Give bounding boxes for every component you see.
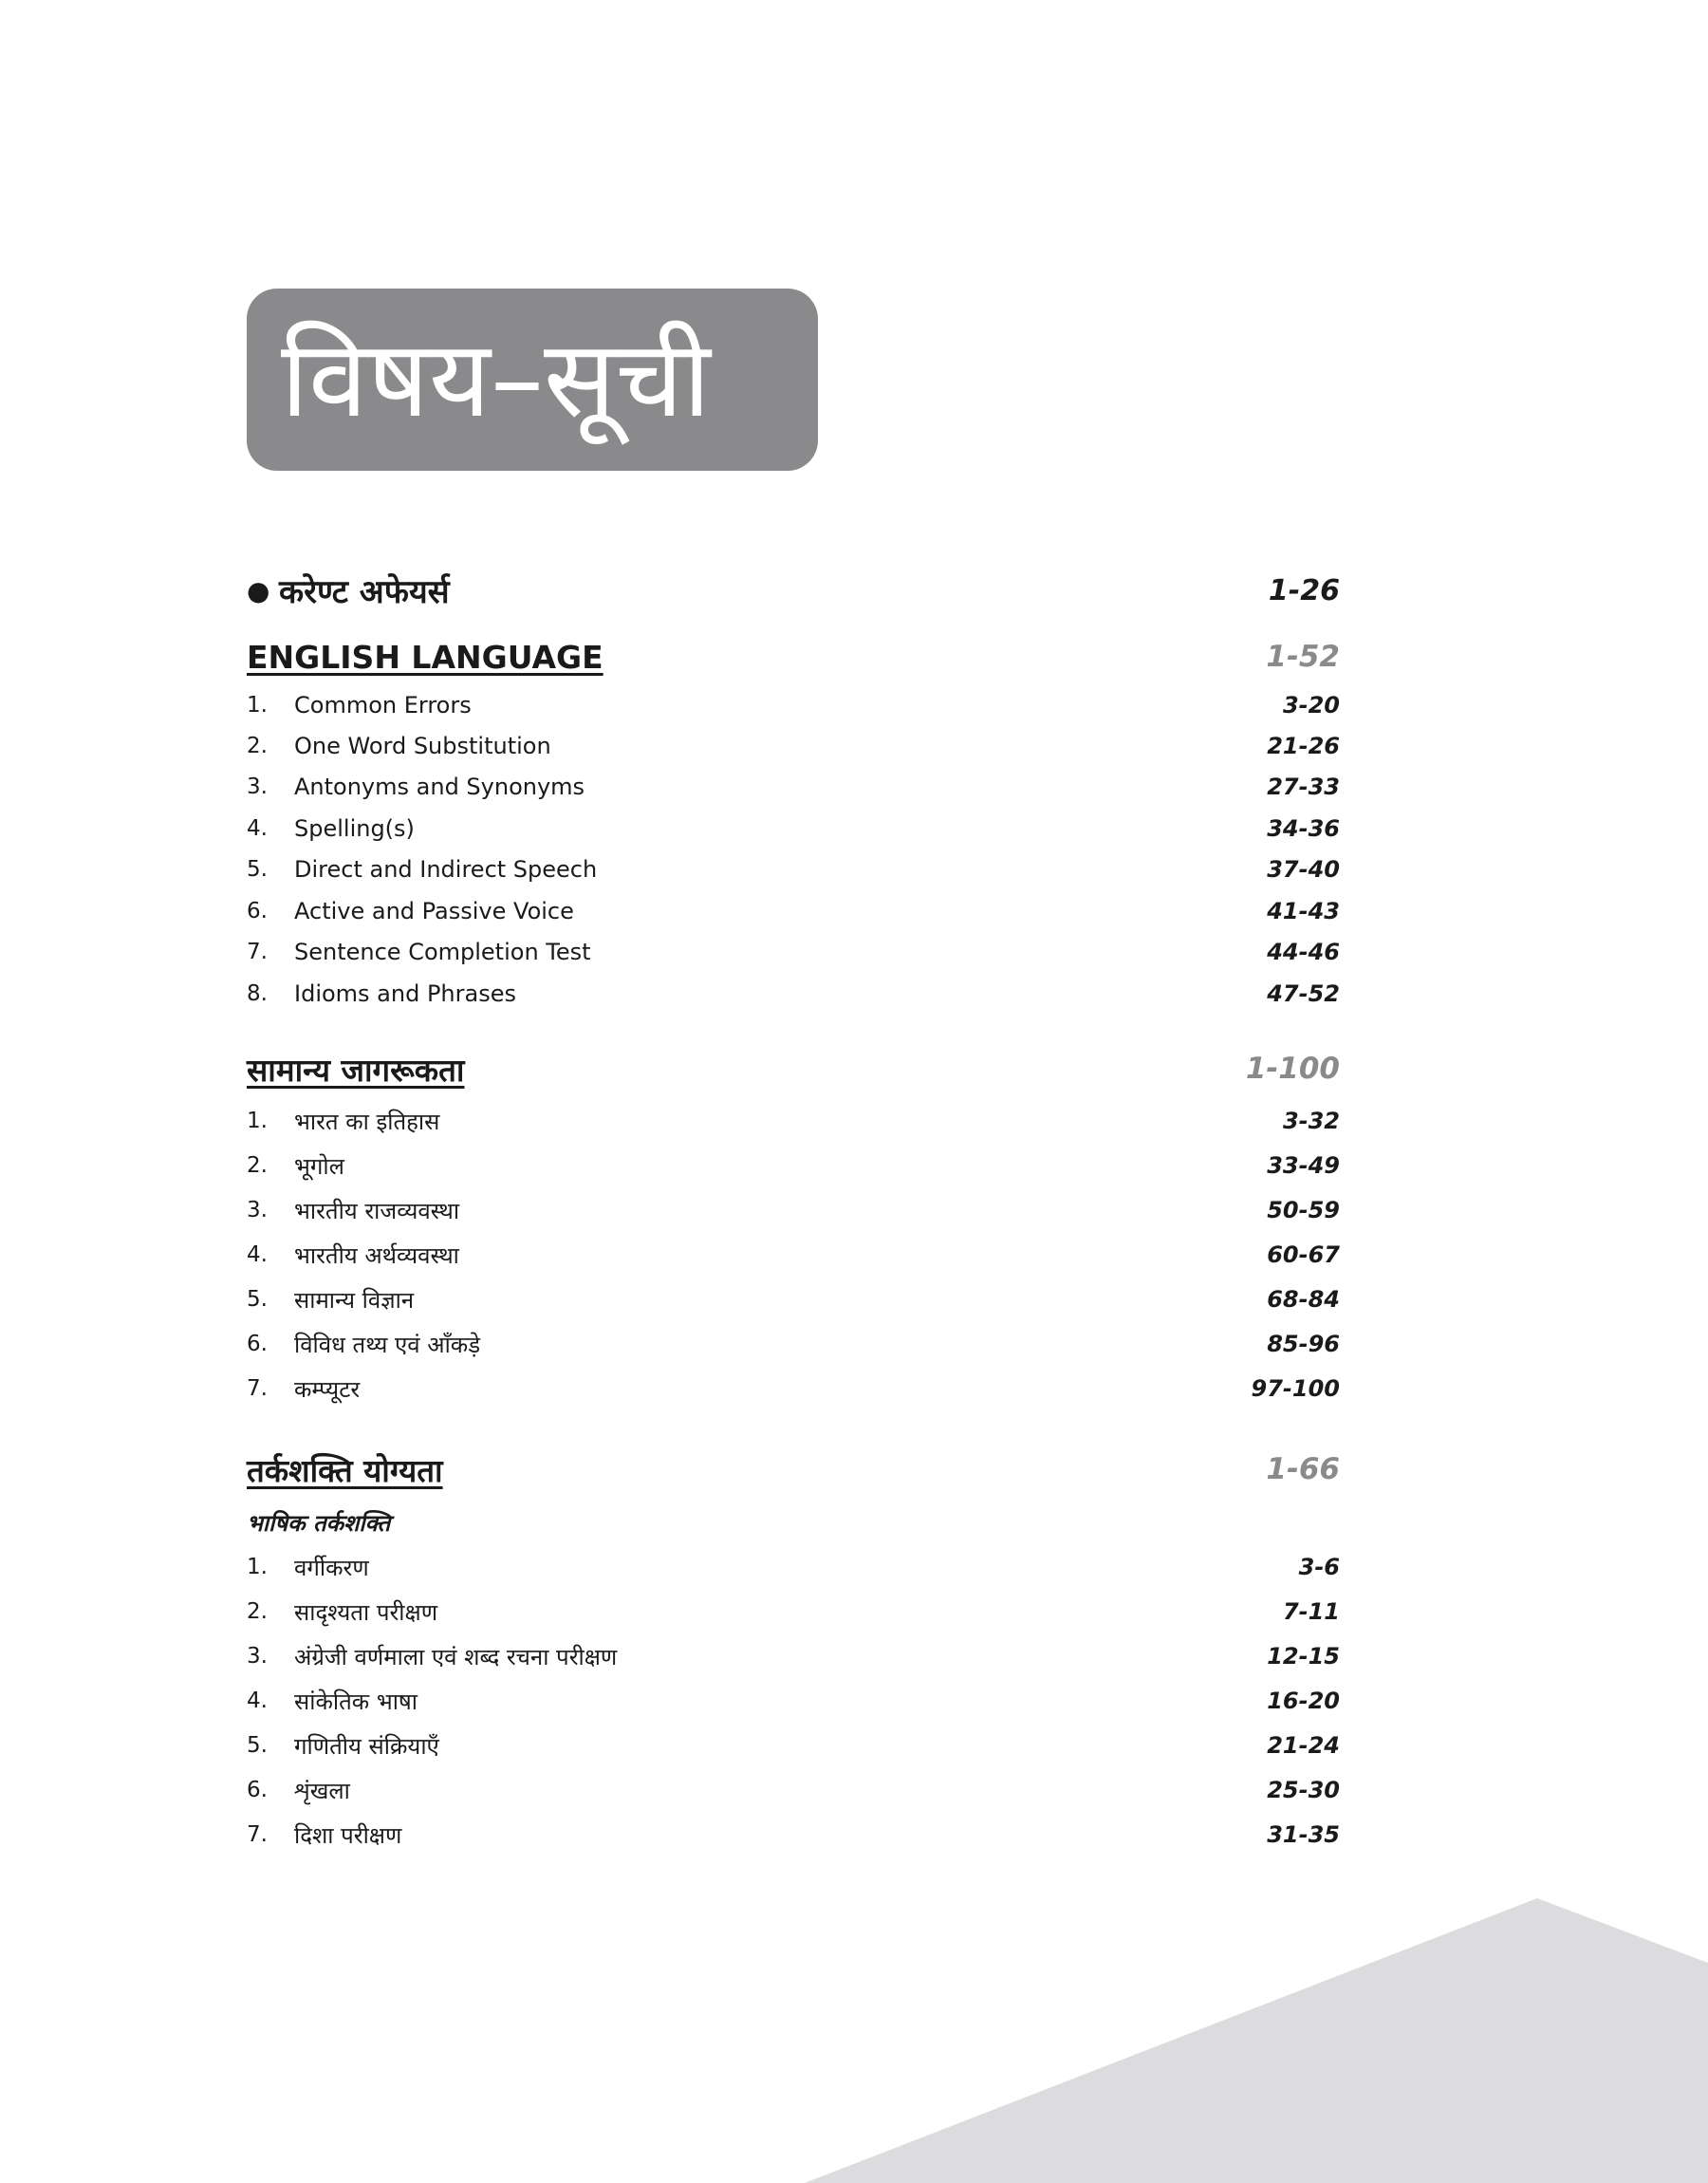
entry-pages: 68-84 bbox=[1267, 1286, 1340, 1313]
entry-label: कम्प्यूटर bbox=[294, 1375, 361, 1403]
entry-pages: 50-59 bbox=[1267, 1197, 1340, 1223]
entry-pages: 12-15 bbox=[1267, 1643, 1340, 1670]
entry-number: 6. bbox=[247, 899, 268, 924]
entry-number: 6. bbox=[247, 1778, 268, 1802]
entry-pages: 27-33 bbox=[1267, 774, 1340, 800]
entry-pages: 60-67 bbox=[1267, 1241, 1340, 1268]
entry-number: 3. bbox=[247, 1644, 268, 1669]
entry-label: सांकेतिक भाषा bbox=[294, 1688, 418, 1715]
toc-entry[interactable] bbox=[247, 1814, 1340, 1856]
entry-label: भूगोल bbox=[294, 1152, 344, 1180]
toc-entry[interactable] bbox=[247, 849, 1340, 890]
toc-entry[interactable] bbox=[247, 684, 1340, 726]
entry-pages: 85-96 bbox=[1267, 1331, 1340, 1357]
entry-label: भारतीय अर्थव्यवस्था bbox=[294, 1241, 459, 1269]
entry-pages: 3-32 bbox=[1282, 1108, 1340, 1134]
entry-number: 7. bbox=[247, 940, 268, 964]
toc-entry[interactable] bbox=[247, 808, 1340, 849]
toc-entry-current-affairs[interactable] bbox=[247, 569, 1340, 611]
toc-entry[interactable] bbox=[247, 931, 1340, 973]
toc-entry[interactable] bbox=[247, 1278, 1340, 1320]
entry-number: 1. bbox=[247, 1555, 268, 1579]
toc-entry[interactable] bbox=[247, 1145, 1340, 1186]
entry-pages: 33-49 bbox=[1267, 1152, 1340, 1179]
entry-label: गणितीय संक्रियाएँ bbox=[294, 1732, 439, 1760]
toc-entry[interactable] bbox=[247, 1591, 1340, 1633]
entry-label: भारतीय राजव्यवस्था bbox=[294, 1197, 460, 1224]
entry-number: 1. bbox=[247, 1109, 268, 1133]
entry-pages: 21-26 bbox=[1267, 733, 1340, 759]
entry-label: Sentence Completion Test bbox=[294, 939, 591, 965]
entry-label: Common Errors bbox=[294, 692, 472, 718]
toc-entry[interactable] bbox=[247, 1100, 1340, 1142]
entry-number: 1. bbox=[247, 693, 268, 718]
entry-pages: 21-24 bbox=[1267, 1732, 1340, 1759]
entry-number: 5. bbox=[247, 1287, 268, 1312]
entry-label: करेण्ट अफेयर्स bbox=[279, 573, 450, 611]
toc-entry[interactable] bbox=[247, 1323, 1340, 1365]
entry-number: 7. bbox=[247, 1822, 268, 1847]
entry-label: Antonyms and Synonyms bbox=[294, 774, 585, 800]
entry-number: 5. bbox=[247, 857, 268, 882]
section-title: ENGLISH LANGUAGE bbox=[247, 638, 603, 676]
title-banner bbox=[247, 289, 818, 471]
entry-pages: 97-100 bbox=[1251, 1375, 1340, 1402]
entry-label: वर्गीकरण bbox=[294, 1554, 369, 1581]
toc-entry[interactable] bbox=[247, 1635, 1340, 1677]
section-pages: 1-66 bbox=[1266, 1452, 1340, 1486]
entry-pages: 41-43 bbox=[1267, 898, 1340, 924]
entry-number: 4. bbox=[247, 816, 268, 841]
entry-label: Active and Passive Voice bbox=[294, 898, 574, 924]
entry-number: 2. bbox=[247, 734, 268, 758]
entry-number: 7. bbox=[247, 1376, 268, 1401]
entry-label: शृंखला bbox=[294, 1777, 350, 1804]
toc-entry[interactable] bbox=[247, 1725, 1340, 1766]
entry-pages: 3-20 bbox=[1282, 692, 1340, 718]
toc-entry[interactable] bbox=[247, 1234, 1340, 1276]
toc-entry[interactable] bbox=[247, 1769, 1340, 1811]
page-title: विषय–सूची bbox=[281, 318, 711, 441]
entry-label: सामान्य विज्ञान bbox=[294, 1286, 415, 1314]
toc-entry[interactable] bbox=[247, 1189, 1340, 1231]
entry-number: 6. bbox=[247, 1332, 268, 1356]
entry-label: अंग्रेजी वर्णमाला एवं शब्द रचना परीक्षण bbox=[294, 1643, 618, 1670]
entry-label: दिशा परीक्षण bbox=[294, 1821, 402, 1849]
section-pages: 1-52 bbox=[1266, 640, 1340, 674]
entry-pages: 7-11 bbox=[1282, 1598, 1340, 1625]
bullet-icon: ● bbox=[247, 574, 270, 606]
entry-label: Idioms and Phrases bbox=[294, 980, 516, 1007]
section-heading-reasoning[interactable] bbox=[247, 1448, 1340, 1490]
toc-entry[interactable] bbox=[247, 1546, 1340, 1588]
entry-number: 4. bbox=[247, 1689, 268, 1713]
entry-pages: 16-20 bbox=[1267, 1688, 1340, 1714]
entry-number: 3. bbox=[247, 774, 268, 799]
toc-entry[interactable] bbox=[247, 1680, 1340, 1722]
entry-label: One Word Substitution bbox=[294, 733, 551, 759]
entry-pages: 44-46 bbox=[1267, 939, 1340, 965]
entry-number: 3. bbox=[247, 1198, 268, 1222]
toc-entry[interactable] bbox=[247, 725, 1340, 767]
entry-pages: 37-40 bbox=[1267, 856, 1340, 883]
entry-pages: 47-52 bbox=[1267, 980, 1340, 1007]
entry-label: विविध तथ्य एवं आँकड़े bbox=[294, 1331, 481, 1358]
toc-entry[interactable] bbox=[247, 890, 1340, 932]
section-title: सामान्य जागरूकता bbox=[247, 1051, 465, 1089]
entry-pages: 25-30 bbox=[1267, 1777, 1340, 1803]
entry-label: Direct and Indirect Speech bbox=[294, 856, 598, 883]
subsection-heading bbox=[247, 1502, 1340, 1543]
toc-entry[interactable] bbox=[247, 973, 1340, 1015]
entry-pages: 3-6 bbox=[1298, 1554, 1340, 1580]
entry-pages: 31-35 bbox=[1267, 1821, 1340, 1848]
section-heading-general-awareness[interactable] bbox=[247, 1048, 1340, 1090]
entry-number: 2. bbox=[247, 1153, 268, 1178]
entry-number: 5. bbox=[247, 1733, 268, 1758]
entry-number: 8. bbox=[247, 981, 268, 1006]
entry-number: 2. bbox=[247, 1599, 268, 1624]
toc-entry[interactable] bbox=[247, 766, 1340, 808]
subsection-title: भाषिक तर्कशक्ति bbox=[247, 1509, 391, 1537]
entry-pages: 1-26 bbox=[1268, 573, 1340, 607]
entry-label: भारत का इतिहास bbox=[294, 1108, 440, 1135]
entry-label: सादृश्यता परीक्षण bbox=[294, 1598, 438, 1626]
section-heading-english[interactable] bbox=[247, 636, 1340, 678]
section-pages: 1-100 bbox=[1245, 1052, 1340, 1086]
entry-pages: 34-36 bbox=[1267, 815, 1340, 842]
entry-label: Spelling(s) bbox=[294, 815, 415, 842]
section-title: तर्कशक्ति योग्यता bbox=[247, 1451, 443, 1489]
entry-number: 4. bbox=[247, 1242, 268, 1267]
toc-entry[interactable] bbox=[247, 1368, 1340, 1409]
